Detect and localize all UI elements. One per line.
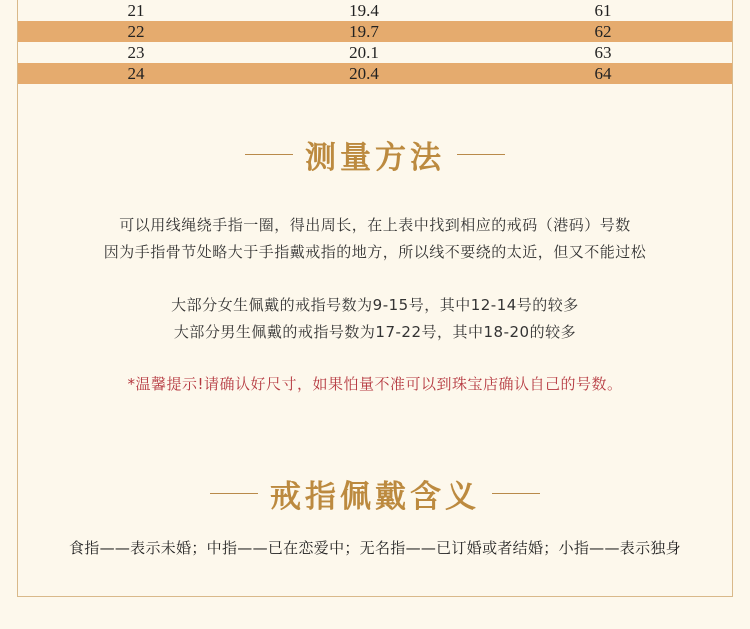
circumference-cell: 20.4 [349,64,379,83]
circumference-cell: 19.7 [349,22,379,41]
measure-instructions [0,212,750,266]
table-row [18,21,732,42]
circumference-cell: 19.4 [349,1,379,20]
table-row [18,42,732,63]
ring-size-table [18,0,732,84]
instruction-line: 因为手指骨节处略大于手指戴戒指的地方，所以线不要绕的太近，但又不能过松 [103,243,647,261]
heading-rule-right [457,154,505,155]
men-size-line: 大部分男生佩戴的戒指号数为17-22号，其中18-20的较多 [173,323,577,341]
measure-title: 测量方法 [305,139,445,176]
circumference-cell: 20.1 [349,43,379,62]
warm-tip: *温馨提示!请确认好尺寸，如果怕量不准可以到珠宝店确认自己的号数。 [127,375,623,393]
meaning-title: 戒指佩戴含义 [270,478,480,515]
size-cell: 24 [127,64,145,83]
heading-rule-left [210,493,258,494]
hk-size-cell: 61 [594,1,612,20]
table-row [18,0,732,21]
size-cell: 22 [127,22,145,41]
women-size-line: 大部分女生佩戴的戒指号数为9-15号，其中12-14号的较多 [171,296,579,314]
hk-size-cell: 62 [594,22,612,41]
finger-meaning-text: 食指——表示未婚；中指——已在恋爱中；无名指——已订婚或者结婚；小指——表示独身 [68,539,681,557]
heading-rule-left [245,154,293,155]
hk-size-cell: 64 [594,64,612,83]
instruction-line: 可以用线绳绕手指一圈，得出周长，在上表中找到相应的戒码（港码）号数 [119,216,631,234]
meaning-heading [0,473,750,513]
size-cell: 23 [127,43,145,62]
size-distribution [0,292,750,346]
size-cell: 21 [127,1,145,20]
heading-rule-right [492,493,540,494]
table-row [18,63,732,84]
measure-heading [0,134,750,174]
hk-size-cell: 63 [594,43,612,62]
